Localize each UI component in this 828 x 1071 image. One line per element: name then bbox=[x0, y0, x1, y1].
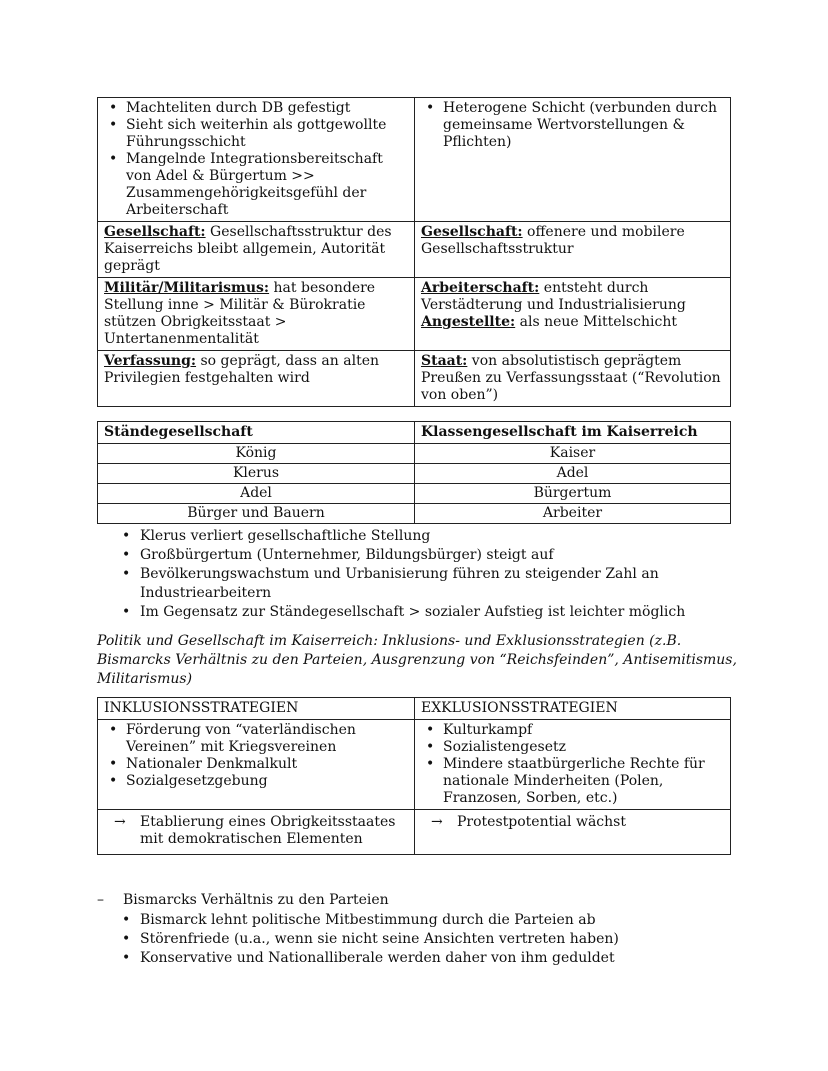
list-item: • Sozialgesetzgebung bbox=[126, 773, 408, 790]
cell-label: Verfassung: bbox=[104, 353, 197, 369]
table-header-cell: Klassengesellschaft im Kaiserreich bbox=[415, 422, 731, 444]
cell-text: so geprägt, dass an alten Privilegien festgehalten wird bbox=[104, 353, 379, 386]
section-heading: Politik und Gesellschaft im Kaiserreich: Inklusions- und Exklusionsstrategien (z.B. Bismarcks Verhältnis zu den Parteien, Ausgrenzung von “Reichsfeinden”, Antisemitismus, Militarismus) bbox=[97, 633, 737, 687]
table-row bbox=[98, 444, 731, 464]
bullet-list bbox=[116, 527, 716, 622]
table-header-cell: INKLUSIONSSTRATEGIEN bbox=[98, 698, 415, 720]
cell-label: Gesellschaft: bbox=[421, 224, 523, 240]
cell-text: Gesellschaftsstruktur des Kaiserreichs bleibt allgemein, Autorität geprägt bbox=[104, 224, 392, 274]
list-item: • Machteliten durch DB gefestigt bbox=[126, 100, 408, 117]
table-header-row bbox=[98, 698, 731, 720]
cell-label: Arbeiterschaft: bbox=[421, 280, 540, 296]
result-text: Etablierung eines Obrigkeitsstaates mit demokratischen Elementen bbox=[140, 814, 396, 847]
table-society-comparison bbox=[97, 97, 731, 407]
list-item: • Sieht sich weiterhin als gottgewollte Führungsschicht bbox=[126, 117, 408, 151]
table-row bbox=[98, 464, 731, 484]
list-item: • Kulturkampf bbox=[443, 722, 724, 739]
cell-text: entsteht durch Verstädterung und Industrialisierung bbox=[421, 280, 686, 313]
bullet-list bbox=[116, 911, 716, 968]
table-cell bbox=[415, 351, 731, 407]
cell-label: Staat: bbox=[421, 353, 468, 369]
table-row bbox=[98, 351, 731, 407]
table-cell bbox=[415, 720, 731, 810]
table-cell bbox=[415, 222, 731, 278]
table-cell bbox=[98, 98, 415, 222]
table-cell: Klerus bbox=[98, 464, 415, 484]
arrow-right-icon: → bbox=[431, 814, 443, 830]
list-item: • Klerus verliert gesellschaftliche Stellung bbox=[116, 527, 716, 546]
table-cell: Kaiser bbox=[415, 444, 731, 464]
table-cell: Arbeiter bbox=[415, 504, 731, 524]
table-cell bbox=[98, 351, 415, 407]
table-cell bbox=[415, 98, 731, 222]
list-item: • Mangelnde Integrationsbereitschaft von Adel & Bürgertum >> Zusammengehörigkeitsgefühl der Arbeiterschaft bbox=[126, 151, 408, 219]
list-item: • Störenfriede (u.a., wenn sie nicht seine Ansichten vertreten haben) bbox=[116, 930, 716, 949]
list-item: • Konservative und Nationalliberale werden daher von ihm geduldet bbox=[116, 949, 716, 968]
table-strategies bbox=[97, 697, 731, 855]
table-row bbox=[98, 222, 731, 278]
cell-label: Militär/Militarismus: bbox=[104, 280, 270, 296]
dash-icon: – bbox=[97, 892, 104, 908]
table-class-comparison bbox=[97, 421, 731, 524]
cell-label: Gesellschaft: bbox=[104, 224, 206, 240]
dash-list-item bbox=[97, 891, 697, 910]
table-cell: König bbox=[98, 444, 415, 464]
table-cell bbox=[415, 810, 731, 855]
table-cell: Bürgertum bbox=[415, 484, 731, 504]
list-item: • Bevölkerungswachstum und Urbanisierung führen zu steigender Zahl an Industriearbeitern bbox=[116, 565, 716, 603]
table-cell: Bürger und Bauern bbox=[98, 504, 415, 524]
arrow-right-icon: → bbox=[114, 814, 126, 830]
table-cell bbox=[98, 278, 415, 351]
table-row bbox=[98, 720, 731, 810]
table-row bbox=[98, 98, 731, 222]
table-cell bbox=[98, 222, 415, 278]
table-row bbox=[98, 484, 731, 504]
table-cell: Adel bbox=[415, 464, 731, 484]
list-item: • Nationaler Denkmalkult bbox=[126, 756, 408, 773]
list-item: • Sozialistengesetz bbox=[443, 739, 724, 756]
cell-text: von absolutistisch geprägtem Preußen zu Verfassungsstaat (“Revolution von oben”) bbox=[421, 353, 721, 403]
table-cell: Adel bbox=[98, 484, 415, 504]
list-item: • Bismarck lehnt politische Mitbestimmung durch die Parteien ab bbox=[116, 911, 716, 930]
list-item: • Mindere staatbürgerliche Rechte für nationale Minderheiten (Polen, Franzosen, Sorben, etc.) bbox=[443, 756, 724, 807]
result-text: Protestpotential wächst bbox=[457, 814, 626, 830]
table-header-cell: EXKLUSIONSSTRATEGIEN bbox=[415, 698, 731, 720]
table-header-row bbox=[98, 422, 731, 444]
table-cell bbox=[415, 278, 731, 351]
cell-text: als neue Mittelschicht bbox=[515, 314, 677, 330]
cell-text: hat besondere Stellung inne > Militär & Bürokratie stützen Obrigkeitsstaat > Untertanenmentalität bbox=[104, 280, 376, 347]
table-cell bbox=[98, 810, 415, 855]
dash-item-text: Bismarcks Verhältnis zu den Parteien bbox=[123, 892, 389, 908]
table-row bbox=[98, 810, 731, 855]
table-row bbox=[98, 504, 731, 524]
list-item: • Großbürgertum (Unternehmer, Bildungsbürger) steigt auf bbox=[116, 546, 716, 565]
cell-label: Angestellte: bbox=[421, 314, 516, 330]
table-header-cell: Ständegesellschaft bbox=[98, 422, 415, 444]
table-cell bbox=[98, 720, 415, 810]
list-item: • Heterogene Schicht (verbunden durch gemeinsame Wertvorstellungen & Pflichten) bbox=[443, 100, 724, 151]
cell-text: offenere und mobilere Gesellschaftsstruktur bbox=[421, 224, 685, 257]
list-item: • Förderung von “vaterländischen Vereinen” mit Kriegsvereinen bbox=[126, 722, 408, 756]
table-row bbox=[98, 278, 731, 351]
list-item: • Im Gegensatz zur Ständegesellschaft > sozialer Aufstieg ist leichter möglich bbox=[116, 603, 716, 622]
